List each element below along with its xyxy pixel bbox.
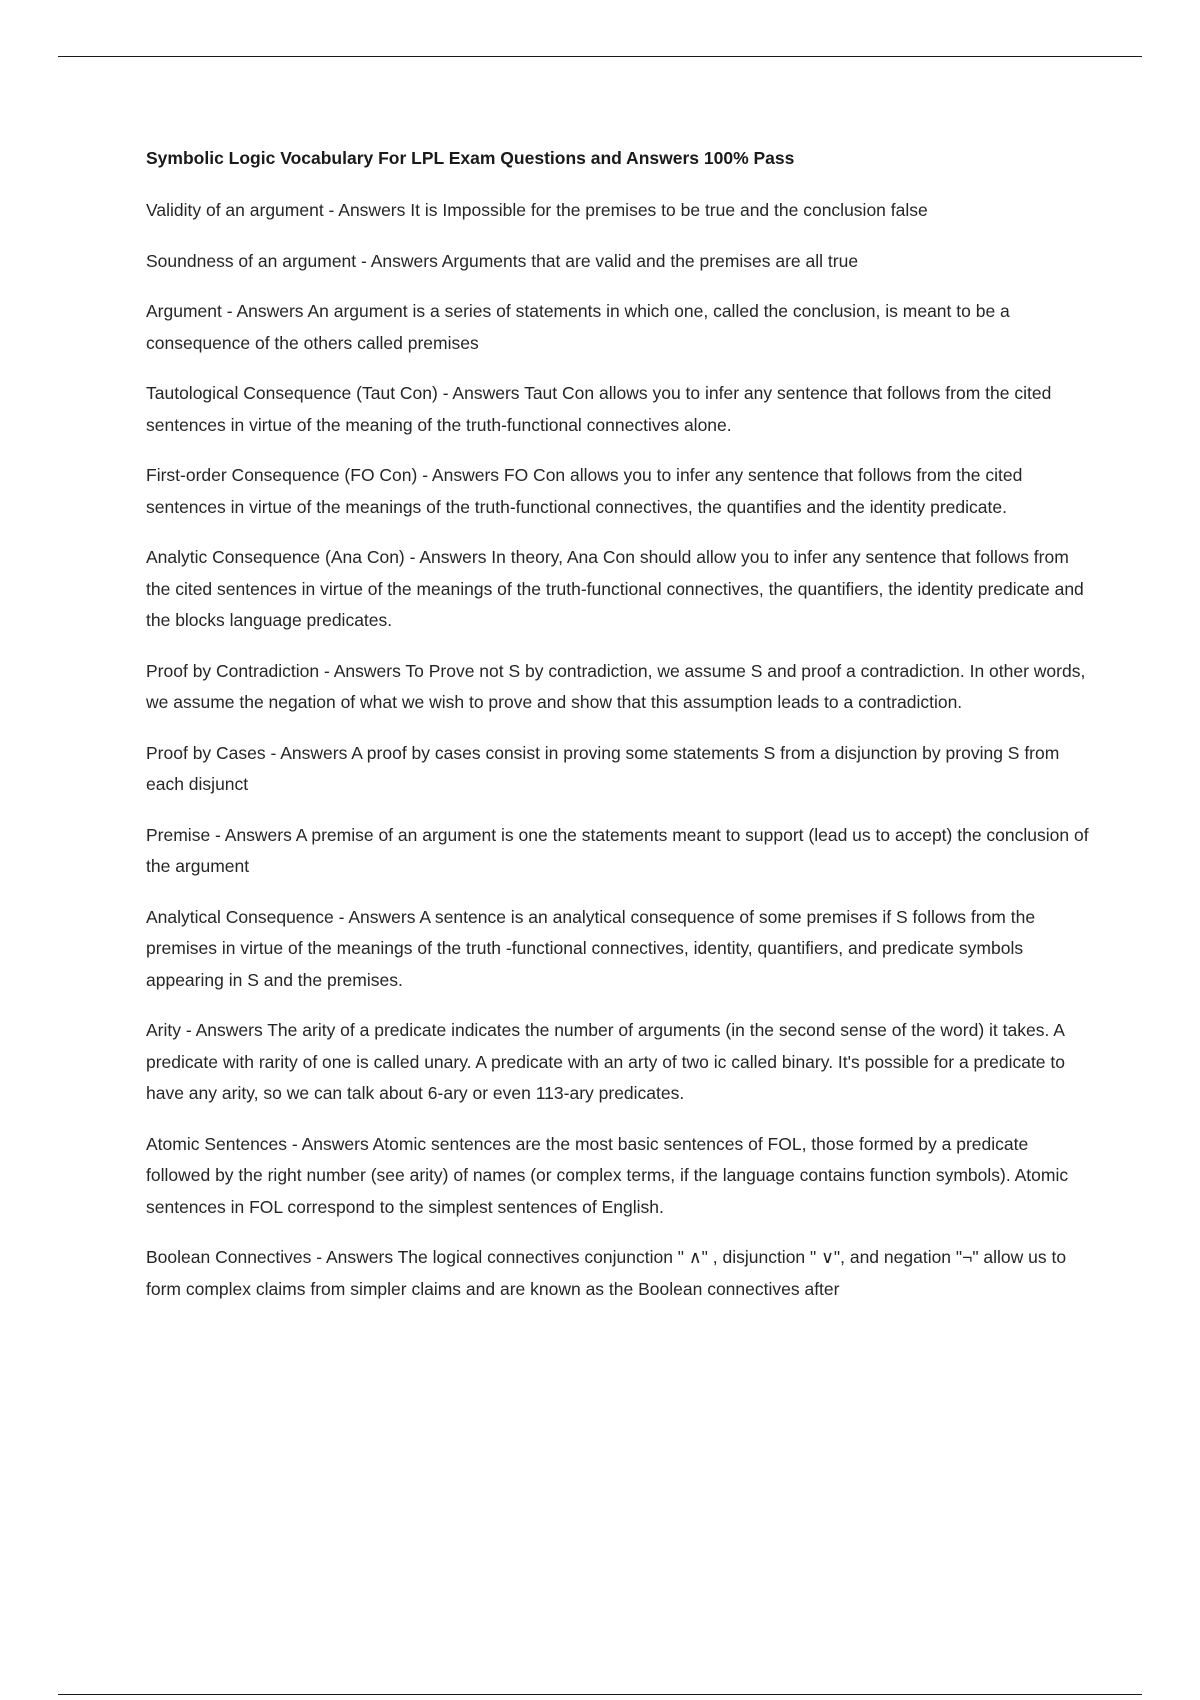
entry-argument: Argument - Answers An argument is a series of statements in which one, called the conclusion, is meant to be a consequence of the others called premises	[146, 301, 1010, 353]
entry-premise: Premise - Answers A premise of an argument is one the statements meant to support (lead us to accept) the conclusion of the argument	[146, 824, 1089, 876]
entry-first-order-consequence: First-order Consequence (FO Con) - Answers FO Con allows you to infer any sentence that follows from the cited sentences in virtue of the meanings of the truth-functional connectives, the quantifies and the identity predicate.	[146, 465, 1023, 517]
entry-analytic-consequence: Analytic Consequence (Ana Con) - Answers In theory, Ana Con should allow you to infer any sentence that follows from the cited sentences in virtue of the meanings of the truth-functional connectives, the quantifiers, the identity predicate and the blocks language predicates.	[146, 547, 1084, 630]
footer-rule	[58, 1694, 1142, 1695]
document-body	[146, 143, 1090, 1324]
entry-boolean-connectives: Boolean Connectives - Answers The logical connectives conjunction " ∧" , disjunction " ∨", and negation "¬" allow us to form complex claims from simpler claims and are known as the Boolean connectives after	[146, 1247, 1067, 1299]
document-title: Symbolic Logic Vocabulary For LPL Exam Questions and Answers 100% Pass	[146, 148, 795, 168]
entry-tautological-consequence: Tautological Consequence (Taut Con) - Answers Taut Con allows you to infer any sentence that follows from the cited sentences in virtue of the meaning of the truth-functional connectives alone.	[146, 383, 1052, 435]
entry-arity: Arity - Answers The arity of a predicate indicates the number of arguments (in the second sense of the word) it takes. A predicate with rarity of one is called unary. A predicate with an arty of two ic called binary. It's possible for a predicate to have any arity, so we can talk about 6-ary or even 113-ary predicates.	[146, 1020, 1065, 1103]
header-rule	[58, 56, 1142, 57]
entry-proof-by-contradiction: Proof by Contradiction - Answers To Prove not S by contradiction, we assume S and proof a contradiction. In other words, we assume the negation of what we wish to prove and show that this assumption leads to a contradiction.	[146, 660, 1086, 712]
entry-proof-by-cases: Proof by Cases - Answers A proof by cases consist in proving some statements S from a disjunction by proving S from each disjunct	[146, 742, 1060, 794]
entry-soundness: Soundness of an argument - Answers Arguments that are valid and the premises are all true	[146, 250, 859, 271]
entry-analytical-consequence: Analytical Consequence - Answers A sentence is an analytical consequence of some premises if S follows from the premises in virtue of the meanings of the truth -functional connectives, identity, quantifiers, and predicate symbols appearing in S and the premises.	[146, 906, 1036, 990]
entry-atomic-sentences: Atomic Sentences - Answers Atomic sentences are the most basic sentences of FOL, those formed by a predicate followed by the right number (see arity) of names (or complex terms, if the language contains function symbols). Atomic sentences in FOL correspond to the simplest sentences of English.	[146, 1133, 1069, 1217]
entry-validity: Validity of an argument - Answers It is Impossible for the premises to be true and the conclusion false	[146, 200, 928, 220]
